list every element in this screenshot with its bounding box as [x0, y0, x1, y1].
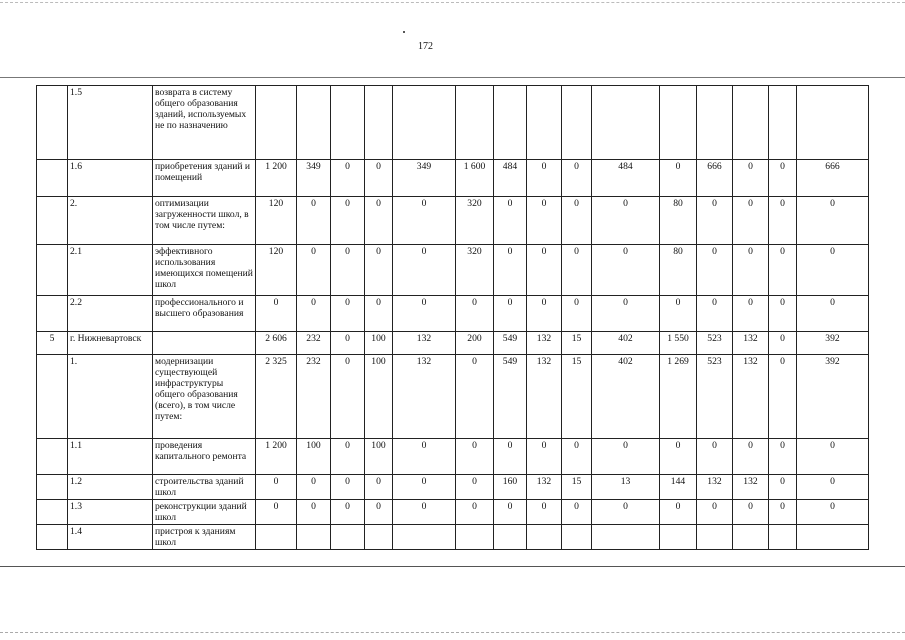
header-dot — [403, 31, 405, 33]
row-name-cell: пристроя к зданиям школ — [153, 525, 256, 550]
data-table — [36, 85, 869, 550]
value-cell: 0 — [331, 296, 365, 332]
value-cell: 0 — [393, 296, 456, 332]
value-cell: 0 — [494, 439, 527, 475]
value-cell: 0 — [527, 439, 562, 475]
value-cell: 0 — [797, 296, 869, 332]
row-name-cell: эффективного использования имеющихся помещений школ — [153, 245, 256, 296]
value-cell: 1 200 — [256, 439, 297, 475]
table-row — [37, 160, 869, 197]
value-cell: 0 — [393, 500, 456, 525]
value-cell: 100 — [297, 439, 331, 475]
value-cell: 0 — [494, 500, 527, 525]
value-cell: 0 — [331, 197, 365, 245]
value-cell — [256, 525, 297, 550]
value-cell: 666 — [797, 160, 869, 197]
value-cell: 320 — [456, 197, 494, 245]
value-cell: 0 — [697, 439, 733, 475]
value-cell: 0 — [365, 500, 393, 525]
value-cell: 132 — [733, 475, 769, 500]
value-cell: 15 — [562, 355, 592, 439]
value-cell: 0 — [697, 245, 733, 296]
row-number-cell — [37, 245, 68, 296]
value-cell: 120 — [256, 245, 297, 296]
value-cell: 1 600 — [456, 160, 494, 197]
value-cell: 0 — [797, 500, 869, 525]
value-cell: 132 — [393, 332, 456, 355]
row-number-cell — [37, 86, 68, 160]
value-cell: 1 269 — [660, 355, 697, 439]
value-cell: 0 — [769, 245, 797, 296]
value-cell: 0 — [562, 500, 592, 525]
value-cell — [660, 525, 697, 550]
value-cell — [365, 525, 393, 550]
value-cell: 0 — [365, 245, 393, 296]
row-name-cell: реконструкции зданий школ — [153, 500, 256, 525]
value-cell — [393, 525, 456, 550]
value-cell: 0 — [769, 475, 797, 500]
value-cell — [733, 86, 769, 160]
value-cell: 120 — [256, 197, 297, 245]
row-code-cell: 1.1 — [68, 439, 153, 475]
page-number: 172 — [418, 41, 433, 52]
value-cell: 0 — [769, 355, 797, 439]
value-cell: 0 — [733, 296, 769, 332]
value-cell: 549 — [494, 355, 527, 439]
value-cell: 0 — [562, 439, 592, 475]
value-cell: 0 — [297, 296, 331, 332]
value-cell — [733, 525, 769, 550]
value-cell — [562, 86, 592, 160]
value-cell: 0 — [527, 500, 562, 525]
value-cell: 0 — [297, 500, 331, 525]
value-cell — [331, 86, 365, 160]
row-name-cell: возврата в систему общего образования зданий, используемых не по назначению — [153, 86, 256, 160]
value-cell: 0 — [494, 197, 527, 245]
value-cell: 0 — [592, 245, 660, 296]
value-cell — [456, 525, 494, 550]
value-cell: 144 — [660, 475, 697, 500]
value-cell: 484 — [592, 160, 660, 197]
value-cell: 402 — [592, 332, 660, 355]
value-cell: 0 — [527, 197, 562, 245]
row-number-cell — [37, 296, 68, 332]
value-cell: 0 — [562, 245, 592, 296]
value-cell: 0 — [660, 439, 697, 475]
value-cell — [769, 86, 797, 160]
value-cell — [592, 525, 660, 550]
value-cell: 0 — [697, 296, 733, 332]
value-cell: 0 — [456, 439, 494, 475]
value-cell: 0 — [797, 245, 869, 296]
table-row — [37, 475, 869, 500]
value-cell: 0 — [527, 296, 562, 332]
value-cell: 0 — [769, 439, 797, 475]
row-code-cell: 1.3 — [68, 500, 153, 525]
value-cell: 523 — [697, 332, 733, 355]
value-cell: 0 — [562, 197, 592, 245]
value-cell: 402 — [592, 355, 660, 439]
value-cell: 232 — [297, 355, 331, 439]
value-cell: 0 — [256, 296, 297, 332]
value-cell: 2 606 — [256, 332, 297, 355]
value-cell: 0 — [456, 355, 494, 439]
value-cell: 132 — [393, 355, 456, 439]
value-cell — [494, 525, 527, 550]
row-code-cell: 1.2 — [68, 475, 153, 500]
row-number-cell — [37, 439, 68, 475]
table-row — [37, 296, 869, 332]
value-cell: 0 — [733, 500, 769, 525]
value-cell: 0 — [297, 197, 331, 245]
row-code-cell: г. Нижневартовск — [68, 332, 153, 355]
value-cell: 0 — [365, 475, 393, 500]
row-number-cell — [37, 475, 68, 500]
value-cell: 160 — [494, 475, 527, 500]
value-cell: 200 — [456, 332, 494, 355]
value-cell — [660, 86, 697, 160]
value-cell: 0 — [331, 500, 365, 525]
value-cell: 132 — [733, 332, 769, 355]
value-cell: 349 — [297, 160, 331, 197]
value-cell: 0 — [393, 439, 456, 475]
row-code-cell: 1.5 — [68, 86, 153, 160]
value-cell — [256, 86, 297, 160]
row-code-cell: 1. — [68, 355, 153, 439]
value-cell — [562, 525, 592, 550]
value-cell: 0 — [660, 296, 697, 332]
value-cell: 0 — [660, 500, 697, 525]
value-cell: 0 — [562, 296, 592, 332]
value-cell: 0 — [331, 475, 365, 500]
table-row — [37, 500, 869, 525]
table-row — [37, 439, 869, 475]
table-row — [37, 332, 869, 355]
value-cell: 132 — [527, 355, 562, 439]
value-cell: 0 — [365, 197, 393, 245]
row-code-cell: 2.2 — [68, 296, 153, 332]
value-cell: 0 — [331, 332, 365, 355]
value-cell: 100 — [365, 439, 393, 475]
value-cell: 15 — [562, 332, 592, 355]
value-cell: 0 — [331, 439, 365, 475]
table-row — [37, 245, 869, 296]
row-number-cell — [37, 160, 68, 197]
value-cell: 0 — [297, 245, 331, 296]
value-cell: 0 — [592, 296, 660, 332]
row-code-cell: 2.1 — [68, 245, 153, 296]
value-cell: 0 — [592, 439, 660, 475]
row-name-cell: оптимизации загруженности школ, в том числе путем: — [153, 197, 256, 245]
value-cell: 523 — [697, 355, 733, 439]
value-cell: 0 — [733, 439, 769, 475]
table-row — [37, 197, 869, 245]
value-cell: 0 — [393, 245, 456, 296]
footer-rule — [0, 566, 905, 567]
value-cell: 349 — [393, 160, 456, 197]
value-cell — [393, 86, 456, 160]
bottom-edge-line — [0, 632, 905, 633]
value-cell: 0 — [331, 160, 365, 197]
value-cell: 100 — [365, 355, 393, 439]
value-cell: 0 — [456, 296, 494, 332]
value-cell: 0 — [797, 475, 869, 500]
value-cell — [697, 525, 733, 550]
value-cell: 132 — [733, 355, 769, 439]
value-cell: 0 — [697, 197, 733, 245]
value-cell — [592, 86, 660, 160]
value-cell: 0 — [331, 355, 365, 439]
value-cell: 0 — [256, 500, 297, 525]
table-row — [37, 355, 869, 439]
value-cell — [697, 86, 733, 160]
row-code-cell: 1.6 — [68, 160, 153, 197]
value-cell: 549 — [494, 332, 527, 355]
value-cell: 15 — [562, 475, 592, 500]
value-cell: 80 — [660, 245, 697, 296]
value-cell: 666 — [697, 160, 733, 197]
header-rule — [0, 77, 905, 78]
row-number-cell — [37, 500, 68, 525]
value-cell: 0 — [297, 475, 331, 500]
value-cell: 0 — [562, 160, 592, 197]
row-name-cell — [153, 332, 256, 355]
value-cell: 0 — [797, 197, 869, 245]
value-cell: 392 — [797, 332, 869, 355]
table-row — [37, 86, 869, 160]
value-cell — [297, 86, 331, 160]
value-cell: 484 — [494, 160, 527, 197]
value-cell: 0 — [733, 245, 769, 296]
value-cell — [769, 525, 797, 550]
value-cell: 320 — [456, 245, 494, 296]
value-cell: 0 — [769, 160, 797, 197]
row-name-cell: модернизации существующей инфраструктуры общего образования (всего), в том числе путем: — [153, 355, 256, 439]
value-cell: 1 200 — [256, 160, 297, 197]
value-cell: 0 — [331, 245, 365, 296]
row-code-cell: 2. — [68, 197, 153, 245]
value-cell — [331, 525, 365, 550]
value-cell — [494, 86, 527, 160]
table-row — [37, 525, 869, 550]
row-name-cell: строительства зданий школ — [153, 475, 256, 500]
value-cell: 0 — [797, 439, 869, 475]
value-cell: 0 — [592, 197, 660, 245]
value-cell — [797, 86, 869, 160]
value-cell — [365, 86, 393, 160]
row-name-cell: профессионального и высшего образования — [153, 296, 256, 332]
value-cell: 0 — [494, 296, 527, 332]
value-cell: 0 — [527, 245, 562, 296]
value-cell: 0 — [660, 160, 697, 197]
row-number-cell — [37, 525, 68, 550]
value-cell — [297, 525, 331, 550]
row-number-cell: 5 — [37, 332, 68, 355]
value-cell: 0 — [769, 332, 797, 355]
value-cell: 0 — [393, 197, 456, 245]
value-cell: 132 — [527, 332, 562, 355]
value-cell: 232 — [297, 332, 331, 355]
row-name-cell: проведения капитального ремонта — [153, 439, 256, 475]
value-cell: 0 — [365, 296, 393, 332]
value-cell: 0 — [393, 475, 456, 500]
value-cell: 0 — [769, 500, 797, 525]
value-cell: 0 — [733, 160, 769, 197]
value-cell: 13 — [592, 475, 660, 500]
value-cell: 100 — [365, 332, 393, 355]
value-cell: 132 — [527, 475, 562, 500]
value-cell: 132 — [697, 475, 733, 500]
value-cell: 0 — [769, 197, 797, 245]
value-cell: 0 — [733, 197, 769, 245]
top-edge-line — [0, 2, 905, 3]
value-cell — [456, 86, 494, 160]
value-cell — [797, 525, 869, 550]
value-cell: 1 550 — [660, 332, 697, 355]
value-cell: 2 325 — [256, 355, 297, 439]
value-cell: 0 — [365, 160, 393, 197]
value-cell: 0 — [256, 475, 297, 500]
value-cell: 0 — [592, 500, 660, 525]
value-cell: 0 — [456, 475, 494, 500]
value-cell: 80 — [660, 197, 697, 245]
row-number-cell — [37, 355, 68, 439]
value-cell: 0 — [697, 500, 733, 525]
value-cell: 0 — [456, 500, 494, 525]
value-cell — [527, 525, 562, 550]
row-code-cell: 1.4 — [68, 525, 153, 550]
row-name-cell: приобретения зданий и помещений — [153, 160, 256, 197]
value-cell — [527, 86, 562, 160]
value-cell: 0 — [494, 245, 527, 296]
value-cell: 0 — [769, 296, 797, 332]
row-number-cell — [37, 197, 68, 245]
value-cell: 392 — [797, 355, 869, 439]
value-cell: 0 — [527, 160, 562, 197]
